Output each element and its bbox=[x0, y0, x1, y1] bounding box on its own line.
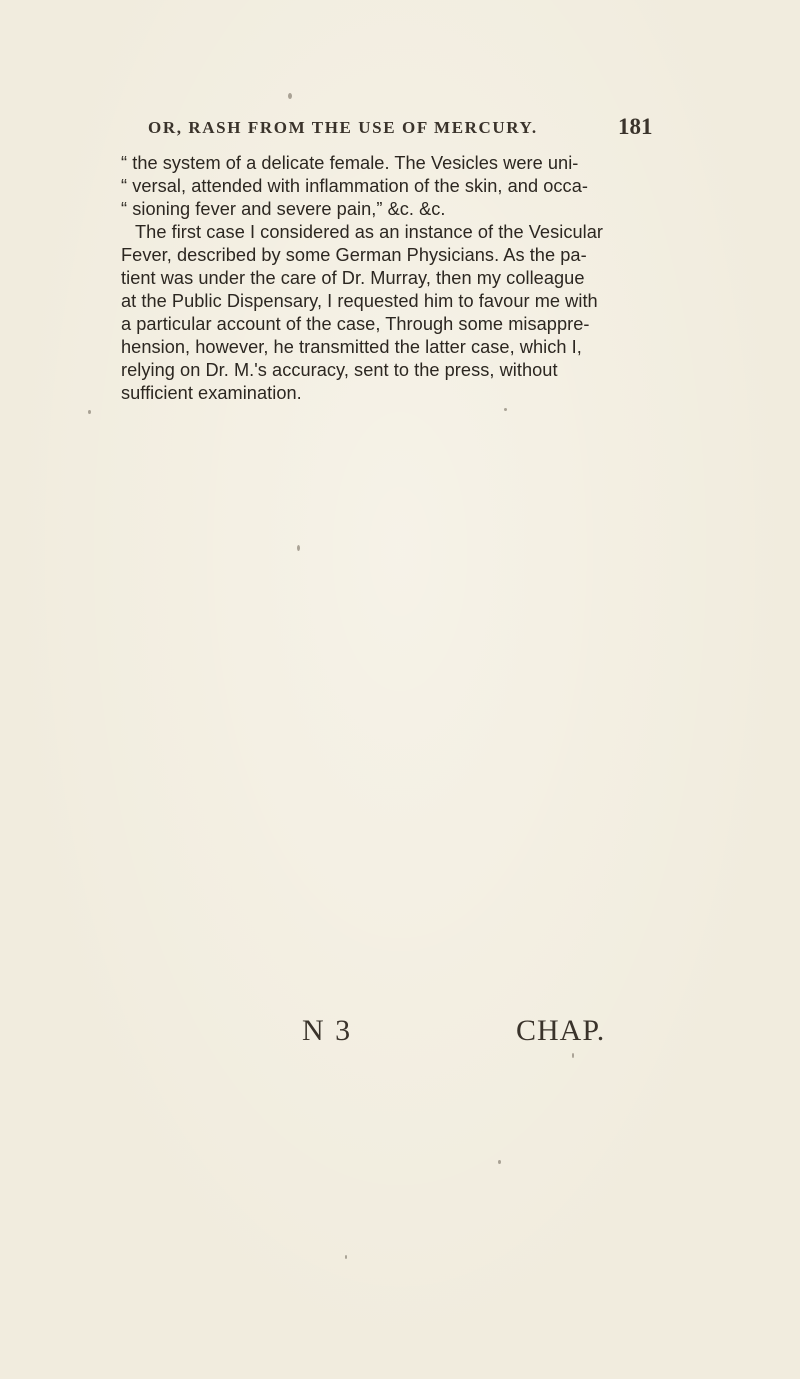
text-line: a particular account of the case, Through some misappre- bbox=[121, 314, 590, 334]
body-text bbox=[121, 152, 646, 405]
paper-speck bbox=[88, 410, 91, 414]
page-number: 181 bbox=[618, 114, 653, 139]
text-line: hension, however, he transmitted the latter case, which I, bbox=[121, 337, 582, 357]
running-head: OR, RASH FROM THE USE OF MERCURY. bbox=[148, 118, 538, 137]
text-line: The first case I considered as an instance of the Vesicular bbox=[135, 222, 603, 242]
catchword: CHAP. bbox=[516, 1014, 606, 1047]
signature-mark: N 3 bbox=[302, 1014, 353, 1047]
paper-speck bbox=[504, 408, 507, 411]
text-line: relying on Dr. M.'s accuracy, sent to the press, without bbox=[121, 360, 558, 380]
text-line: “ versal, attended with inflammation of the skin, and occa- bbox=[121, 176, 588, 196]
paper-speck bbox=[345, 1255, 347, 1259]
paper-speck bbox=[288, 93, 292, 99]
text-line: “ the system of a delicate female. The Vesicles were uni- bbox=[121, 153, 579, 173]
text-line: sufficient examination. bbox=[121, 383, 302, 403]
text-line: Fever, described by some German Physicians. As the pa- bbox=[121, 245, 587, 265]
paper-speck bbox=[572, 1053, 574, 1058]
paper-speck bbox=[297, 545, 300, 551]
text-line: tient was under the care of Dr. Murray, then my colleague bbox=[121, 268, 585, 288]
paper-speck bbox=[498, 1160, 501, 1164]
text-line: “ sioning fever and severe pain,” &c. &c. bbox=[121, 199, 446, 219]
text-line: at the Public Dispensary, I requested him to favour me with bbox=[121, 291, 598, 311]
